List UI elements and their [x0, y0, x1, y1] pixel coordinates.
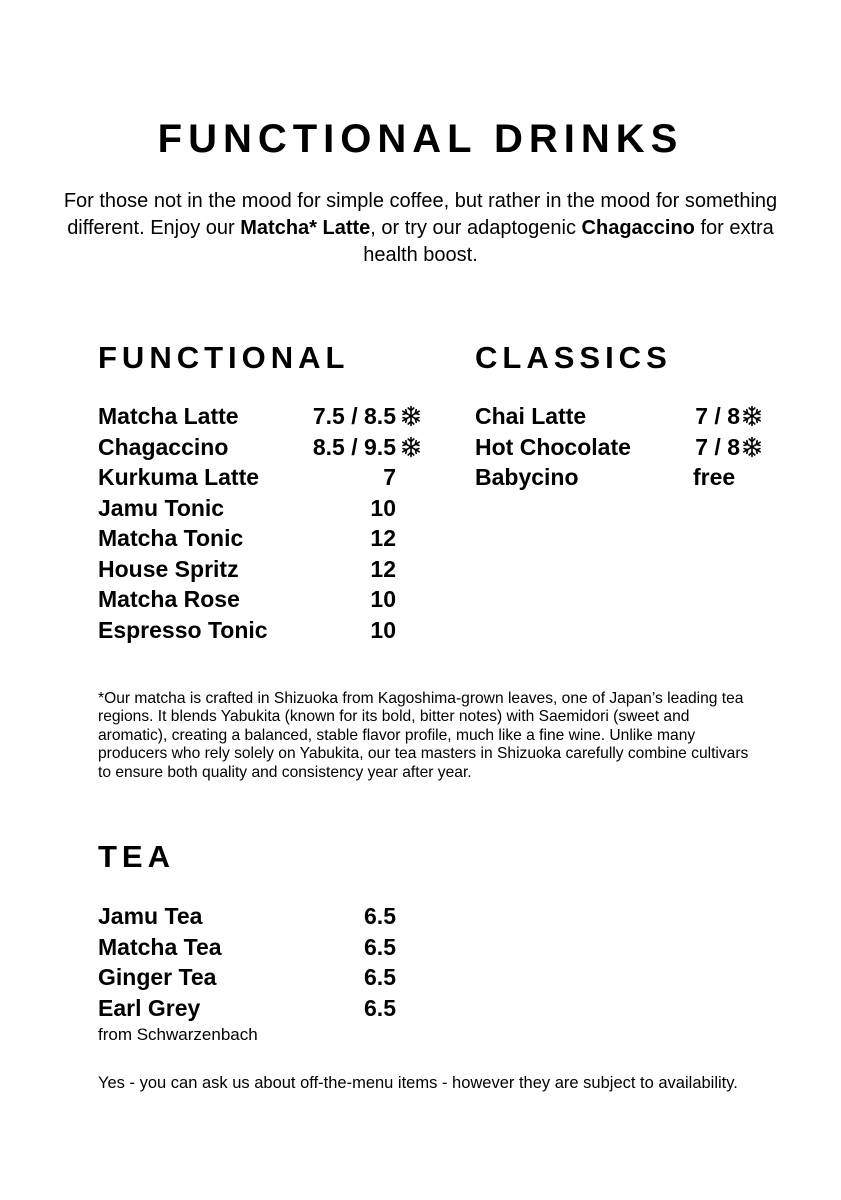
item-price: 7	[383, 464, 396, 490]
off-menu-note: Yes - you can ask us about off-the-menu items - however they are subject to availability.	[98, 1074, 738, 1092]
item-name: House Spritz	[98, 555, 239, 582]
snowflake-icon	[400, 436, 422, 458]
snowflake-icon	[741, 436, 763, 458]
menu-item	[98, 962, 398, 993]
menu-item	[98, 584, 438, 615]
classics-menu-list	[475, 401, 775, 493]
tea-heading: TEA	[98, 839, 175, 874]
item-price: 7 / 8	[695, 403, 740, 429]
item-name: Espresso Tonic	[98, 616, 268, 643]
snowflake-icon	[400, 405, 422, 427]
menu-item	[98, 554, 438, 585]
item-name: Ginger Tea	[98, 964, 217, 990]
menu-item	[475, 462, 775, 493]
item-name: Jamu Tea	[98, 903, 203, 929]
menu-item	[98, 462, 438, 493]
item-name: Chagaccino	[98, 433, 229, 460]
menu-item	[98, 432, 438, 463]
item-price: 6.5	[364, 964, 396, 990]
menu-item	[98, 523, 438, 554]
item-name: Matcha Latte	[98, 403, 239, 429]
menu-item	[98, 493, 438, 524]
intro-highlight-matcha-latte: Matcha* Latte	[240, 217, 371, 239]
intro-part-3: for extra health boost.	[363, 217, 774, 266]
item-price: 6.5	[364, 903, 396, 929]
functional-heading: FUNCTIONAL	[98, 340, 350, 375]
item-price: free	[693, 464, 736, 490]
item-price: 12	[370, 555, 396, 582]
item-price: 10	[370, 616, 396, 643]
item-name: Matcha Tea	[98, 933, 222, 960]
tea-menu-list	[98, 901, 398, 1023]
item-name: Jamu Tonic	[98, 494, 225, 521]
item-name: Matcha Rose	[98, 586, 240, 612]
item-price: 7.5 / 8.5	[312, 403, 396, 429]
intro-part-1: For those not in the mood for simple coffee, but rather in the mood for something different. Enjoy our	[63, 190, 778, 239]
item-price: 8.5 / 9.5	[312, 433, 396, 460]
item-name: Kurkuma Latte	[98, 464, 260, 490]
item-name: Hot Chocolate	[475, 433, 631, 460]
intro-highlight-chagaccino: Chagaccino	[581, 217, 695, 239]
menu-item	[98, 932, 398, 963]
item-price: 10	[370, 586, 396, 612]
functional-menu-list	[98, 401, 438, 645]
item-name: Babycino	[475, 464, 579, 490]
item-price: 6.5	[364, 933, 396, 960]
menu-item	[98, 401, 438, 432]
intro-text	[60, 188, 781, 269]
item-price: 7 / 8	[695, 433, 740, 460]
item-price: 10	[370, 494, 396, 521]
menu-item	[475, 401, 775, 432]
item-name: Matcha Tonic	[98, 525, 244, 551]
menu-item	[475, 432, 775, 463]
item-name: Earl Grey	[98, 994, 201, 1021]
classics-heading: CLASSICS	[475, 340, 672, 375]
matcha-footnote: *Our matcha is crafted in Shizuoka from Kagoshima-grown leaves, one of Japan’s leading tea regions. It blends Yabukita (known for its bold, bitter notes) with Saemidori (sweet and aromatic), creating a balanced, stable flavor profile, much like a fine wine. Unlike many producers who rely solely on Yabukita, our tea masters in Shizuoka carefully combine cultivars to ensure both quality and consistency year after year.	[98, 690, 749, 781]
menu-item	[98, 993, 398, 1024]
page-title: FUNCTIONAL DRINKS	[157, 117, 684, 161]
intro-part-2: , or try our adaptogenic	[370, 217, 582, 239]
item-price: 6.5	[364, 994, 396, 1021]
item-price: 12	[370, 525, 396, 551]
menu-item	[98, 615, 438, 646]
tea-supplier-note: from Schwarzenbach	[98, 1025, 258, 1044]
menu-item	[98, 901, 398, 932]
item-name: Chai Latte	[475, 403, 587, 429]
snowflake-icon	[741, 405, 763, 427]
